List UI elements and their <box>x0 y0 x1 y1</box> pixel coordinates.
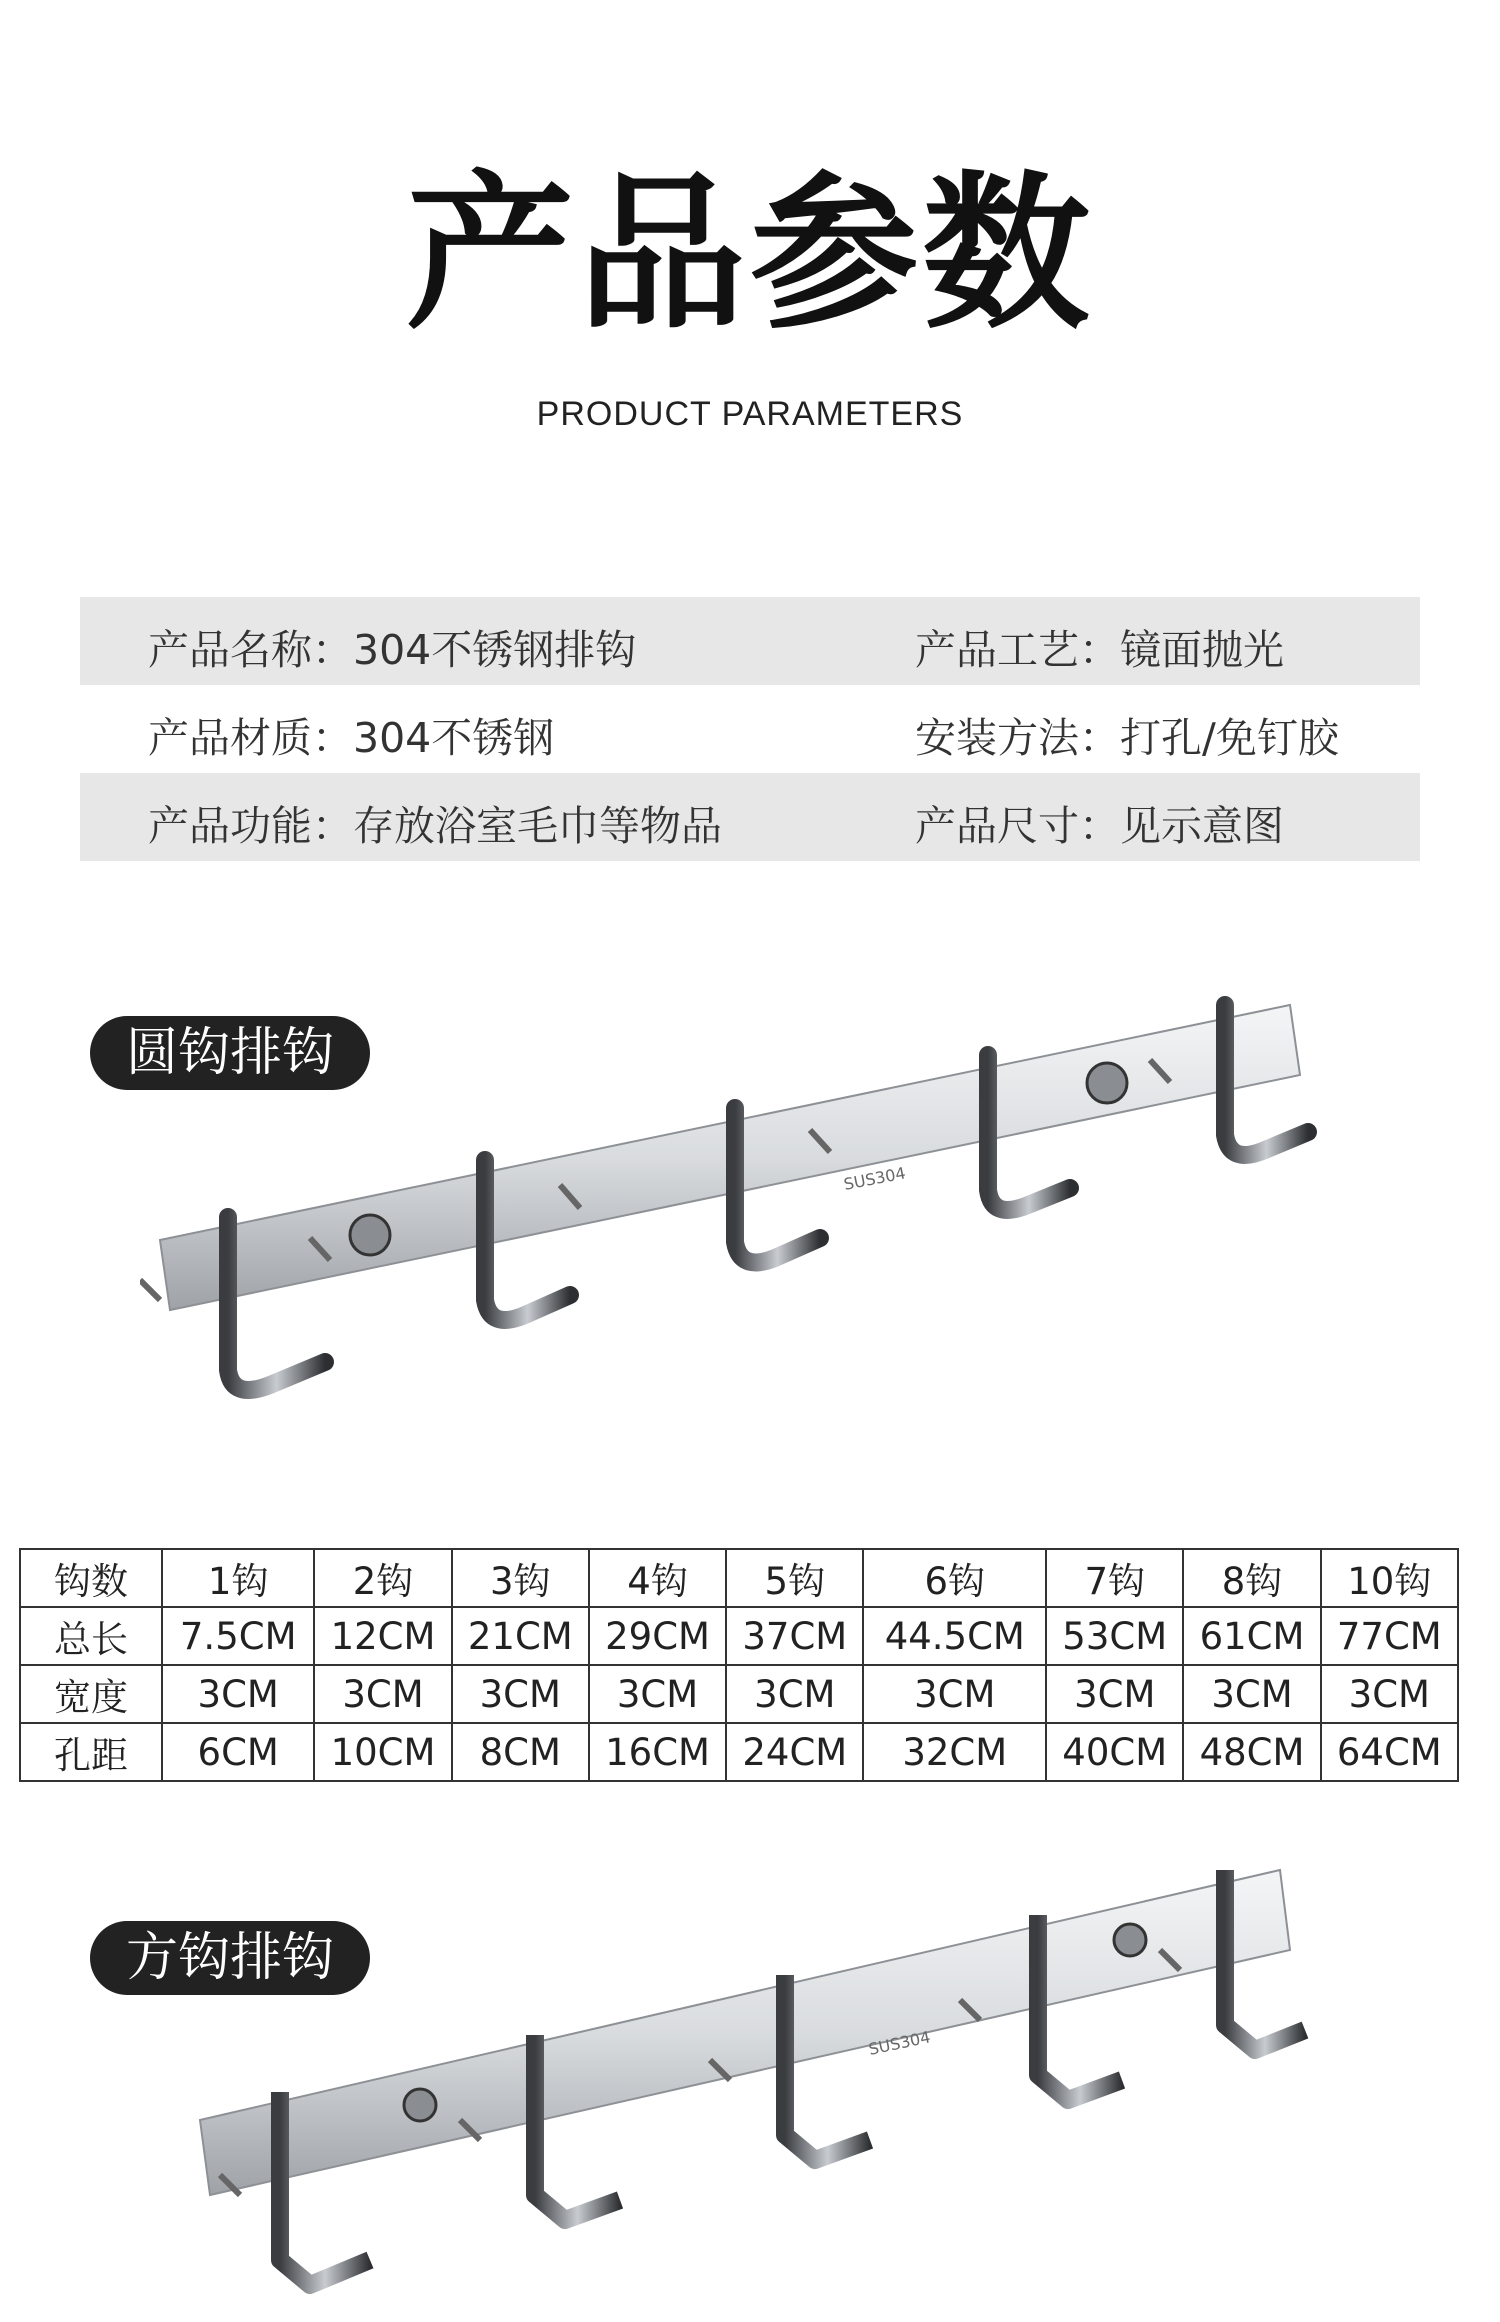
table-cell: 1钩 <box>162 1549 314 1607</box>
spec-row <box>80 773 1420 861</box>
row-label: 总长 <box>20 1607 162 1665</box>
table-cell: 10CM <box>314 1723 451 1781</box>
spec-row <box>80 685 1420 773</box>
table-cell: 16CM <box>589 1723 726 1781</box>
row-label: 钩数 <box>20 1549 162 1607</box>
round-hook-label: 圆钩排钩 <box>90 1016 370 1090</box>
table-cell: 5钩 <box>726 1549 863 1607</box>
spec-list <box>80 597 1420 861</box>
rail-mark: SUS304 <box>866 2027 933 2059</box>
table-cell: 7.5CM <box>162 1607 314 1665</box>
square-hook-rail-image <box>180 1830 1340 2310</box>
table-cell: 3钩 <box>452 1549 589 1607</box>
table-cell: 4钩 <box>589 1549 726 1607</box>
table-cell: 40CM <box>1046 1723 1183 1781</box>
spec-name: 产品名称：304不锈钢排钩 <box>148 626 637 674</box>
table-cell: 53CM <box>1046 1607 1183 1665</box>
spec-material: 产品材质：304不锈钢 <box>148 714 555 762</box>
table-cell: 3CM <box>162 1665 314 1723</box>
table-cell: 3CM <box>452 1665 589 1723</box>
page-title: 产品参数 <box>406 156 1094 352</box>
table-cell: 3CM <box>314 1665 451 1723</box>
table-row <box>20 1549 1458 1607</box>
table-cell: 3CM <box>863 1665 1046 1723</box>
size-table <box>19 1548 1459 1782</box>
table-cell: 61CM <box>1183 1607 1320 1665</box>
table-cell: 29CM <box>589 1607 726 1665</box>
table-cell: 6钩 <box>863 1549 1046 1607</box>
table-cell: 48CM <box>1183 1723 1320 1781</box>
row-label: 孔距 <box>20 1723 162 1781</box>
rail-mark: SUS304 <box>842 1163 908 1194</box>
table-cell: 21CM <box>452 1607 589 1665</box>
table-cell: 77CM <box>1321 1607 1458 1665</box>
table-cell: 44.5CM <box>863 1607 1046 1665</box>
table-cell: 3CM <box>589 1665 726 1723</box>
table-cell: 3CM <box>726 1665 863 1723</box>
row-label: 宽度 <box>20 1665 162 1723</box>
spec-function: 产品功能：存放浴室毛巾等物品 <box>148 802 722 850</box>
table-row <box>20 1607 1458 1665</box>
table-cell: 3CM <box>1183 1665 1320 1723</box>
table-cell: 24CM <box>726 1723 863 1781</box>
table-cell: 10钩 <box>1321 1549 1458 1607</box>
table-cell: 32CM <box>863 1723 1046 1781</box>
table-cell: 3CM <box>1321 1665 1458 1723</box>
spec-installation: 安装方法：打孔/免钉胶 <box>915 714 1339 762</box>
table-cell: 8CM <box>452 1723 589 1781</box>
table-cell: 12CM <box>314 1607 451 1665</box>
square-hook-label: 方钩排钩 <box>90 1921 370 1995</box>
table-cell: 8钩 <box>1183 1549 1320 1607</box>
table-cell: 2钩 <box>314 1549 451 1607</box>
table-row <box>20 1665 1458 1723</box>
table-cell: 6CM <box>162 1723 314 1781</box>
table-cell: 64CM <box>1321 1723 1458 1781</box>
page-subtitle: PRODUCT PARAMETERS <box>536 395 964 433</box>
spec-size: 产品尺寸：见示意图 <box>915 802 1284 850</box>
table-cell: 3CM <box>1046 1665 1183 1723</box>
spec-row <box>80 597 1420 685</box>
table-cell: 37CM <box>726 1607 863 1665</box>
table-cell: 7钩 <box>1046 1549 1183 1607</box>
table-row <box>20 1723 1458 1781</box>
spec-process: 产品工艺：镜面抛光 <box>915 626 1284 674</box>
